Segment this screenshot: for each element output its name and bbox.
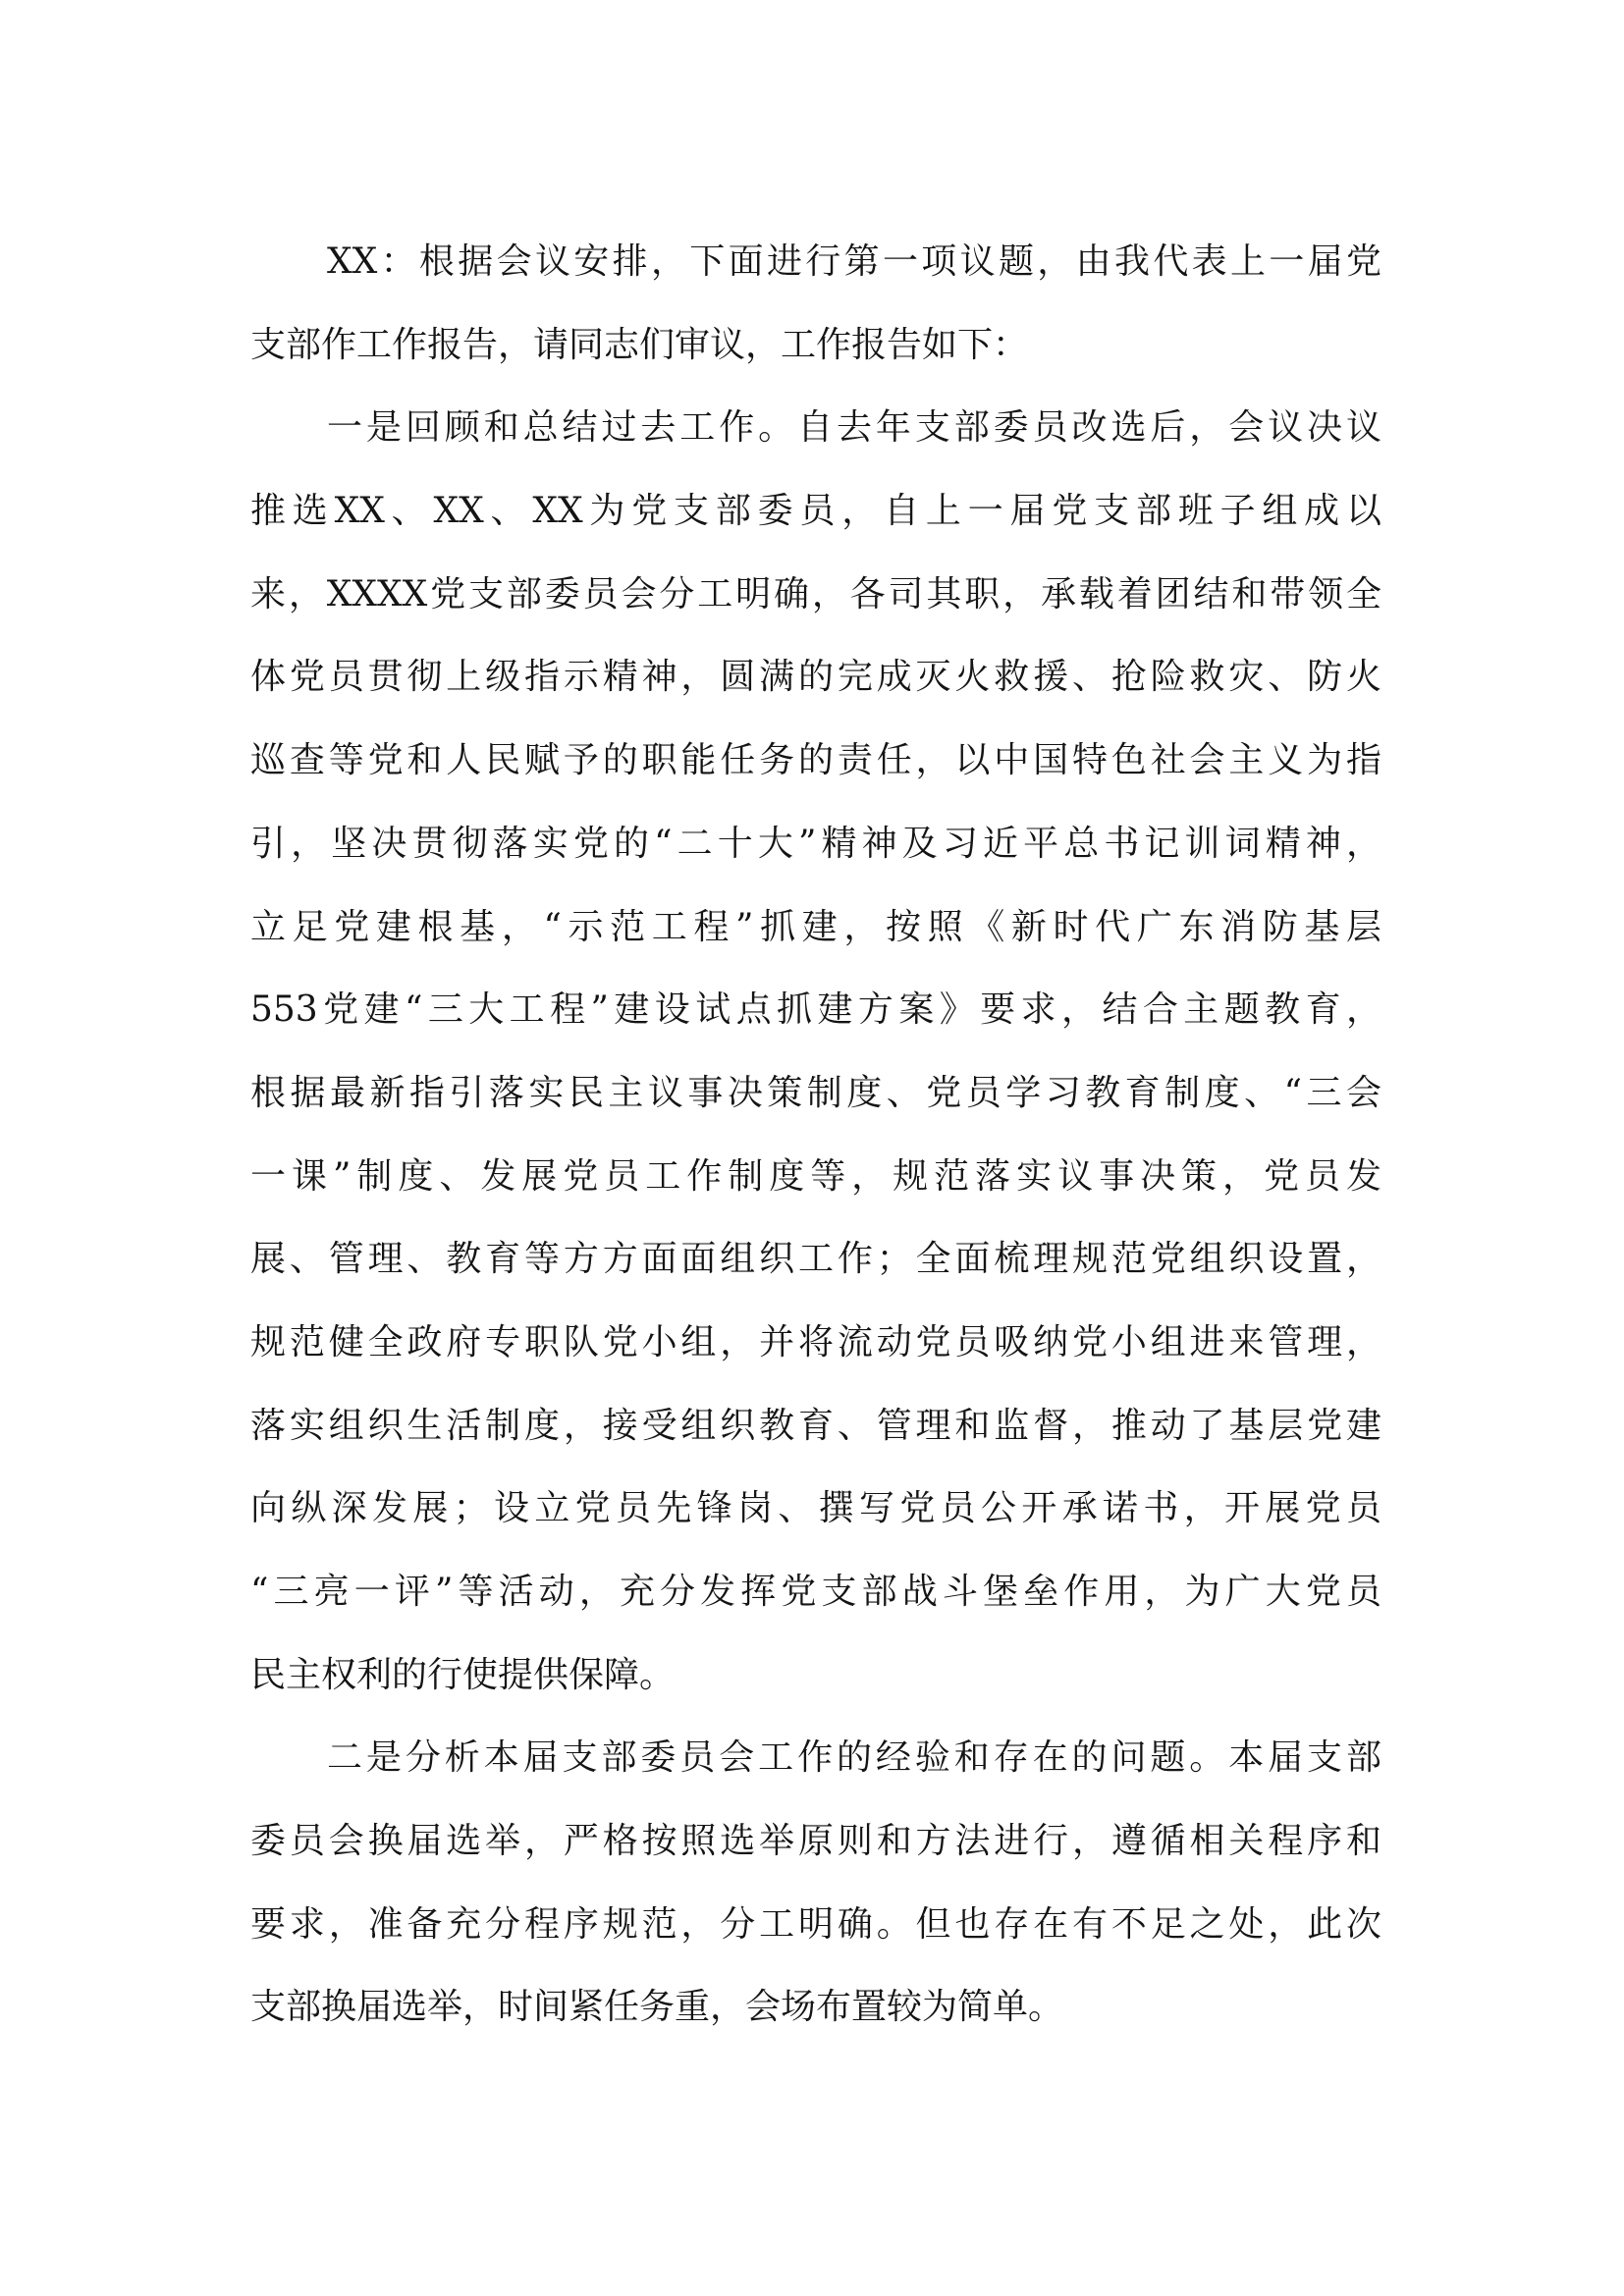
- text-line: 向纵深发展；设立党员先锋岗、撰写党员公开承诺书，开展党员: [250, 1488, 1381, 1529]
- paragraph-review-summary: [250, 387, 1381, 1717]
- text-line: 落实组织生活制度，接受组织教育、管理和监督，推动了基层党建: [250, 1405, 1381, 1446]
- text-line: “三亮一评”等活动，充分发挥党支部战斗堡垒作用，为广大党员: [250, 1572, 1381, 1612]
- text-line: 一课”制度、发展党员工作制度等，规范落实议事决策，党员发: [250, 1155, 1381, 1197]
- text-line: 引，坚决贯彻落实党的“二十大”精神及习近平总书记训词精神，: [250, 823, 1381, 864]
- text-line: 巡查等党和人民赋予的职能任务的责任，以中国特色社会主义为指: [250, 740, 1381, 781]
- text-line: 来，XXXX党支部委员会分工明确，各司其职，承载着团结和带领全: [250, 573, 1381, 614]
- paragraph-analysis: [250, 1717, 1381, 2050]
- text-line: 一是回顾和总结过去工作。自去年支部委员改选后，会议决议: [327, 407, 1381, 449]
- text-line: 民主权利的行使提供保障。: [250, 1654, 676, 1695]
- text-line: 体党员贯彻上级指示精神，圆满的完成灭火救援、抢险救灾、防火: [250, 657, 1381, 698]
- text-line: 推选XX、XX、XX为党支部委员，自上一届党支部班子组成以: [250, 491, 1381, 532]
- text-line: 委员会换届选举，严格按照选举原则和方法进行，遵循相关程序和: [250, 1821, 1381, 1862]
- text-line: 立足党建根基，“示范工程”抓建，按照《新时代广东消防基层: [250, 906, 1381, 947]
- text-line: 规范健全政府专职队党小组，并将流动党员吸纳党小组进来管理，: [250, 1321, 1381, 1362]
- paragraph-opening: [250, 221, 1381, 387]
- text-line: 根据最新指引落实民主议事决策制度、党员学习教育制度、“三会: [250, 1072, 1381, 1113]
- document-body: [250, 221, 1381, 2050]
- text-line: 展、管理、教育等方方面面组织工作；全面梳理规范党组织设置，: [250, 1239, 1381, 1280]
- text-line: 要求，准备充分程序规范，分工明确。但也存在有不足之处，此次: [250, 1903, 1381, 1945]
- text-line: 553党建“三大工程”建设试点抓建方案》要求，结合主题教育，: [250, 989, 1381, 1031]
- text-line: 二是分析本届支部委员会工作的经验和存在的问题。本届支部: [327, 1737, 1381, 1779]
- text-line: 支部换届选举，时间紧任务重，会场布置较为简单。: [250, 1987, 1064, 2028]
- text-line: 支部作工作报告，请同志们审议，工作报告如下：: [250, 324, 1029, 365]
- text-line: XX：根据会议安排，下面进行第一项议题，由我代表上一届党: [327, 241, 1381, 282]
